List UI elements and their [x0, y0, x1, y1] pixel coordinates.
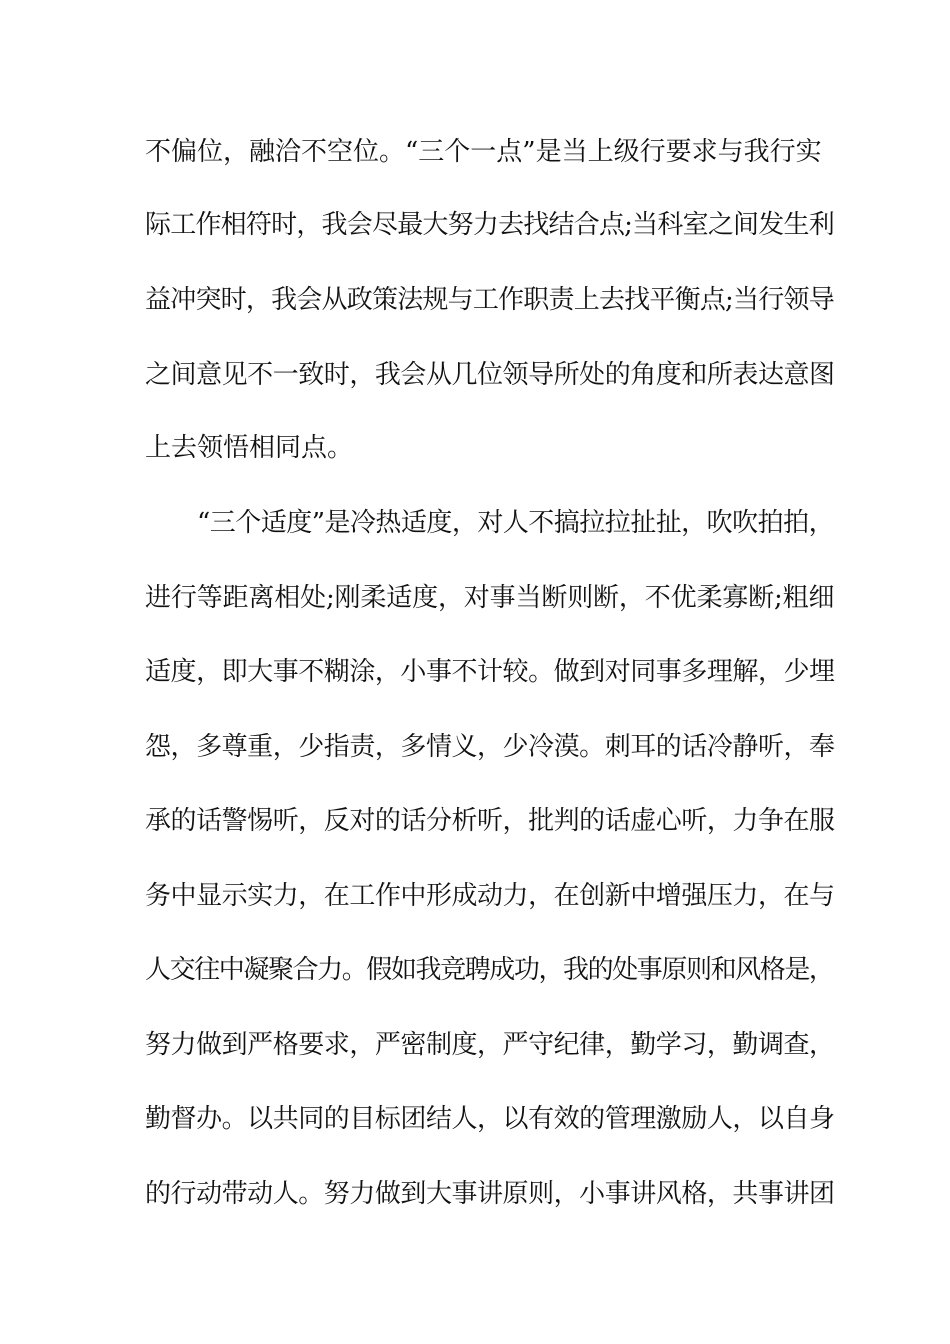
text-line: 适度，即大事不糊涂，小事不计较。做到对同事多理解，少埋	[145, 657, 835, 687]
text-line: 勤督办。以共同的目标团结人，以有效的管理激励人，以自身	[145, 1104, 835, 1134]
text-line: 承的话警惕听，反对的话分析听，批判的话虚心听，力争在服	[145, 806, 835, 836]
text-line: 务中显示实力，在工作中形成动力，在创新中增强压力，在与	[145, 881, 835, 911]
text-line: 之间意见不一致时，我会从几位领导所处的角度和所表达意图	[145, 360, 835, 390]
text-line: 人交往中凝聚合力。假如我竞聘成功，我的处事原则和风格是，	[145, 955, 834, 985]
text-line: 上去领悟相同点。	[145, 433, 354, 463]
text-line: 的行动带动人。努力做到大事讲原则，小事讲风格，共事讲团	[145, 1179, 835, 1209]
text-line: 进行等距离相处;刚柔适度，对事当断则断，不优柔寡断;粗细	[145, 583, 835, 613]
text-line: 怨，多尊重，少指责，多情义，少冷漠。刺耳的话冷静听，奉	[145, 732, 835, 762]
text-line: 益冲突时，我会从政策法规与工作职责上去找平衡点;当行领导	[145, 285, 834, 315]
text-line: 际工作相符时，我会尽最大努力去找结合点;当科室之间发生利	[145, 210, 834, 240]
paragraph-first-line: “三个适度”是冷热适度，对人不搞拉拉扯扯，吹吹拍拍，	[197, 508, 835, 538]
text-line: 不偏位，融洽不空位。“三个一点”是当上级行要求与我行实	[145, 137, 822, 167]
text-line: 努力做到严格要求，严密制度，严守纪律，勤学习，勤调查，	[145, 1030, 835, 1060]
